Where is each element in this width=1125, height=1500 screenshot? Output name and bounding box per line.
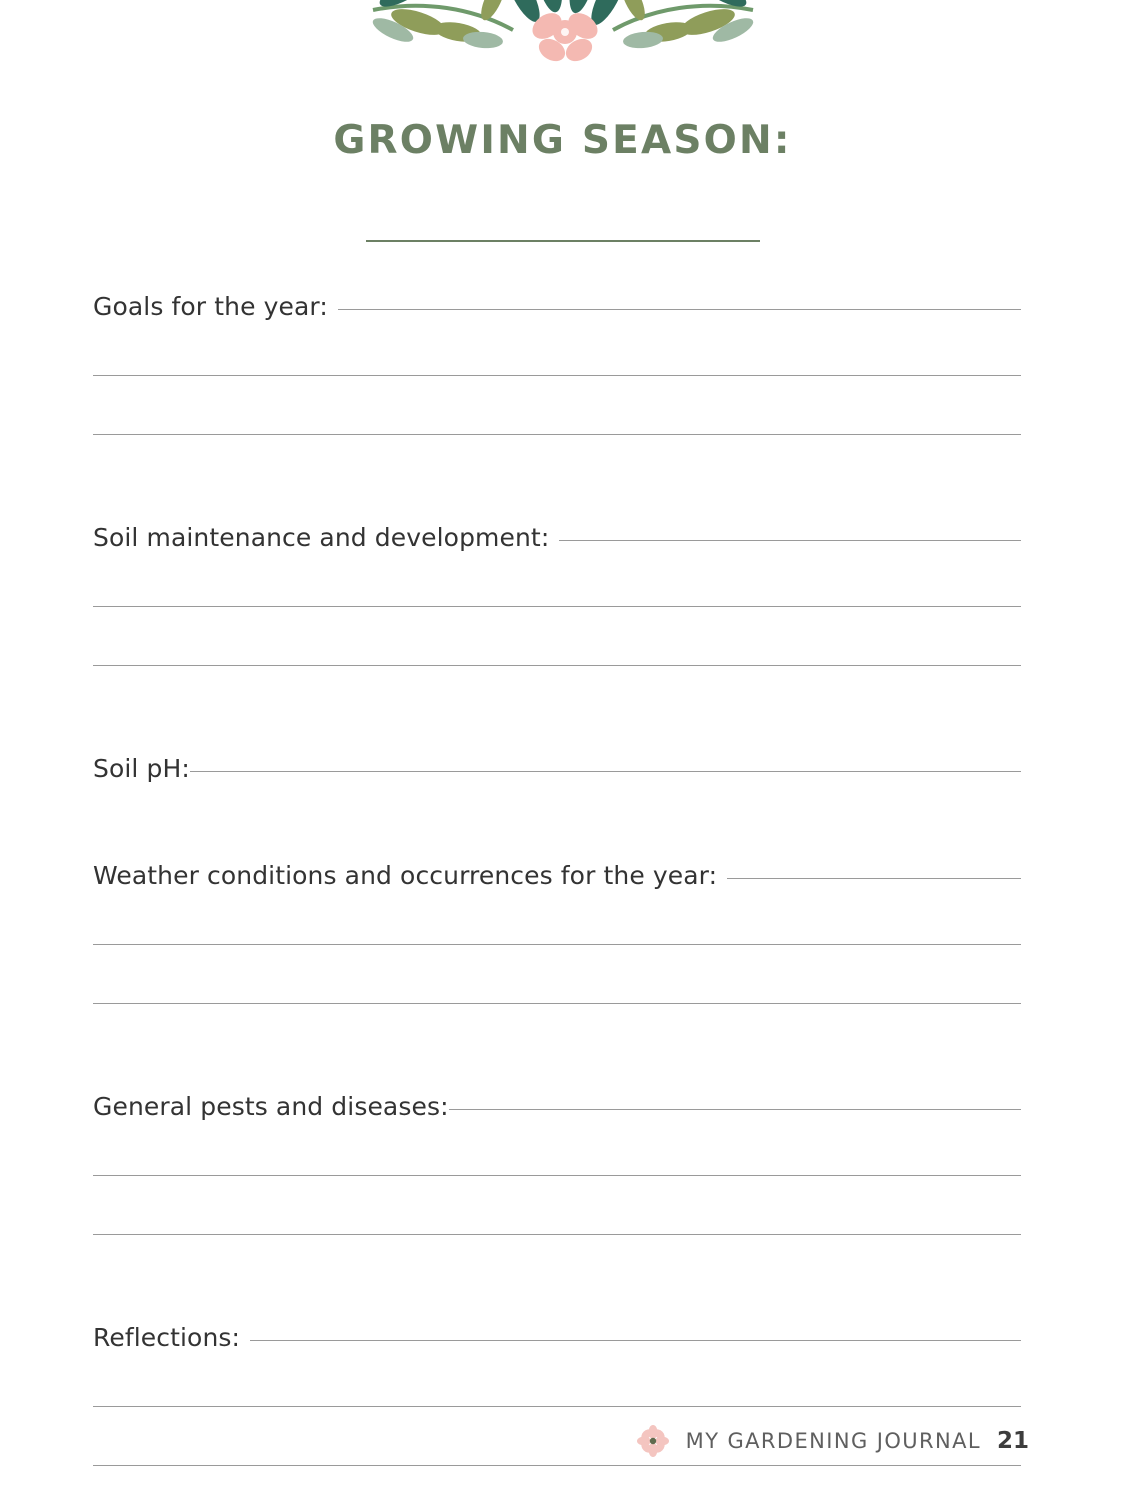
- field-label: Weather conditions and occurrences for the year:: [93, 861, 718, 890]
- form-fields: [93, 292, 1021, 1466]
- write-line[interactable]: [250, 1339, 1021, 1341]
- field-label: General pests and diseases:: [93, 1092, 449, 1121]
- field-row: [93, 292, 1021, 321]
- field-row: [93, 754, 1021, 783]
- field-soil-ph: [93, 754, 1021, 783]
- write-line[interactable]: [93, 605, 1021, 607]
- title-underline: [366, 240, 760, 242]
- field-soil-maintenance: [93, 523, 1021, 666]
- field-row: [93, 1323, 1021, 1352]
- write-line[interactable]: [93, 943, 1021, 945]
- page-title: GROWING SEASON:: [333, 118, 792, 163]
- field-row: [93, 861, 1021, 890]
- write-line[interactable]: [93, 1002, 1021, 1004]
- write-line[interactable]: [93, 1174, 1021, 1176]
- write-line[interactable]: [93, 664, 1021, 666]
- write-line[interactable]: [93, 1464, 1021, 1466]
- floral-wreath-icon: [333, 0, 793, 120]
- flower-icon: [636, 1424, 670, 1458]
- write-line[interactable]: [727, 877, 1021, 879]
- write-line[interactable]: [449, 1108, 1021, 1110]
- field-row: [93, 523, 1021, 552]
- field-label: Soil pH:: [93, 754, 190, 783]
- field-label: Reflections:: [93, 1323, 241, 1352]
- write-line[interactable]: [338, 308, 1021, 310]
- page-footer: [636, 1424, 1029, 1458]
- footer-title: MY GARDENING JOURNAL: [685, 1429, 981, 1453]
- field-row: [93, 1092, 1021, 1121]
- field-label: Soil maintenance and development:: [93, 523, 550, 552]
- field-label: Goals for the year:: [93, 292, 328, 321]
- write-line[interactable]: [559, 539, 1021, 541]
- field-weather: [93, 861, 1021, 1004]
- write-line[interactable]: [93, 1233, 1021, 1235]
- write-line[interactable]: [93, 433, 1021, 435]
- write-line[interactable]: [93, 1405, 1021, 1407]
- write-line[interactable]: [93, 374, 1021, 376]
- write-line[interactable]: [190, 770, 1021, 772]
- field-pests: [93, 1092, 1021, 1235]
- page-number: 21: [996, 1428, 1029, 1454]
- field-goals: [93, 292, 1021, 435]
